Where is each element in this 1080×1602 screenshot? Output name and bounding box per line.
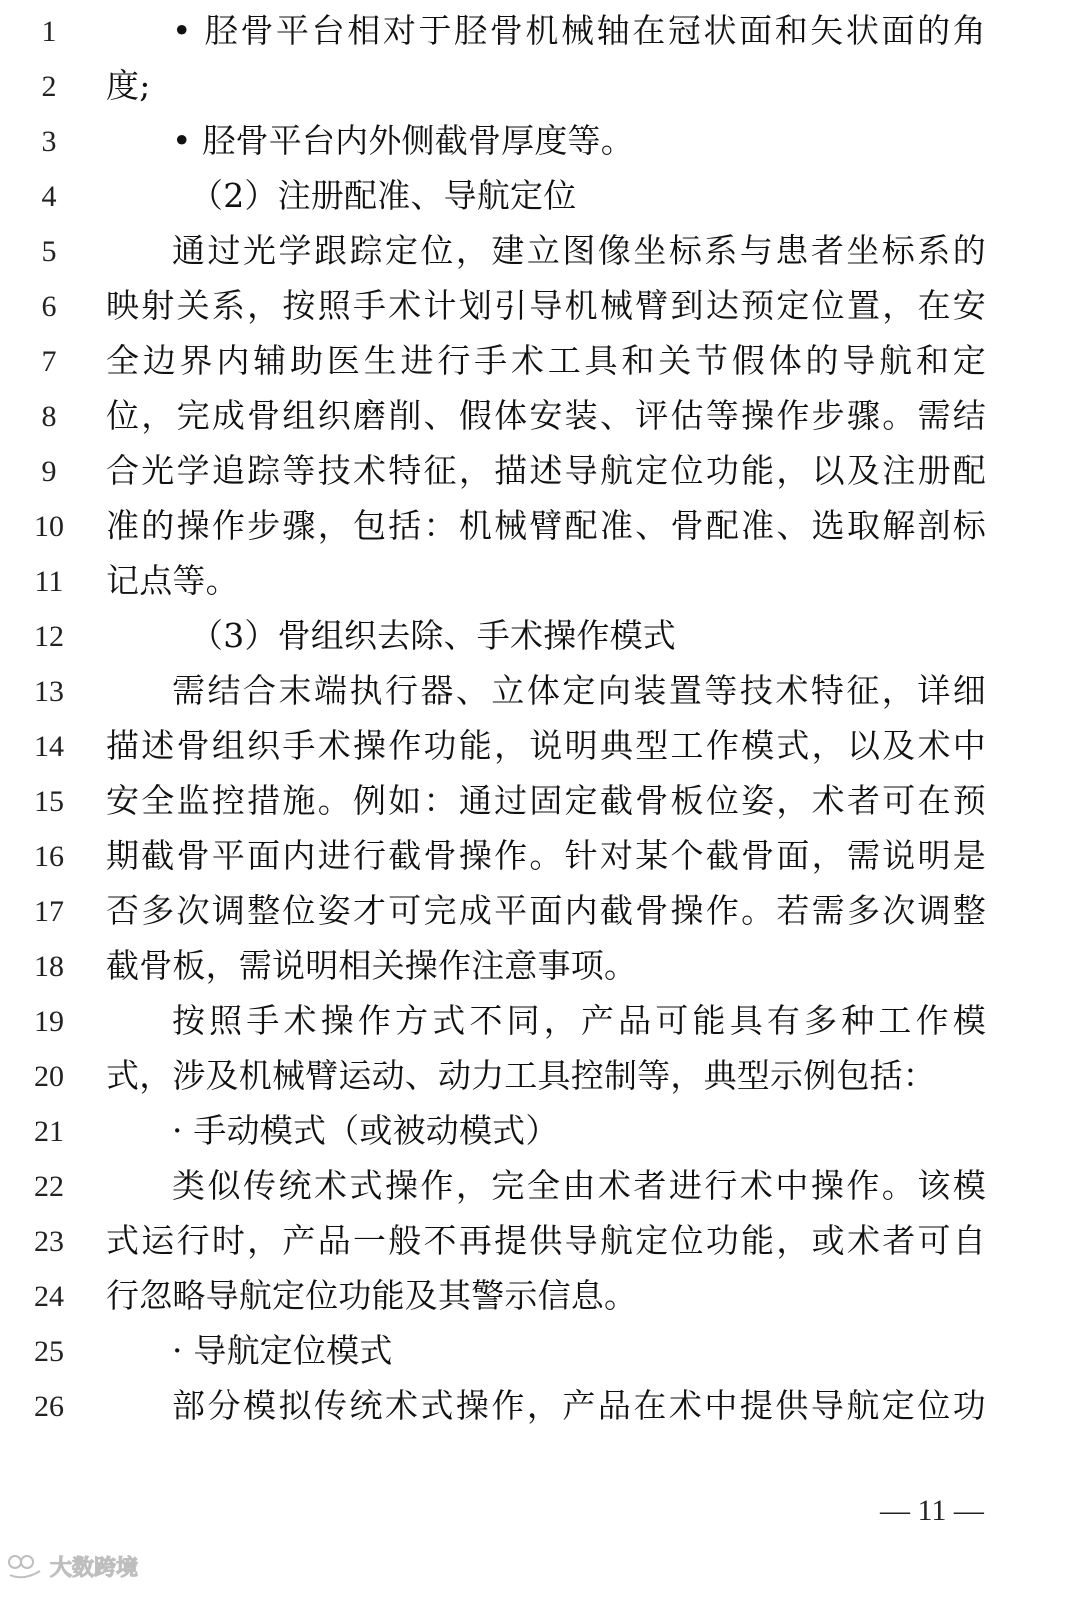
line-text: 截骨板，需说明相关操作注意事项。 bbox=[106, 946, 638, 985]
section-heading: （2）注册配准、导航定位 bbox=[190, 176, 577, 215]
line-number: 10 bbox=[34, 510, 64, 543]
text-line bbox=[0, 554, 1080, 609]
line-number: 18 bbox=[34, 950, 64, 983]
text-line bbox=[0, 1269, 1080, 1324]
text-line bbox=[0, 279, 1080, 334]
line-number: 16 bbox=[34, 840, 64, 873]
line-number: 19 bbox=[34, 1005, 64, 1038]
text-line bbox=[0, 664, 1080, 719]
line-number: 17 bbox=[34, 895, 64, 928]
watermark-text: 大数跨境 bbox=[50, 1555, 139, 1581]
text-line bbox=[0, 829, 1080, 884]
line-text: 否多次调整位姿才可完成平面内截骨操作。若需多次调整 bbox=[106, 891, 986, 930]
text-line bbox=[0, 1214, 1080, 1269]
line-number: 20 bbox=[34, 1060, 64, 1093]
text-line bbox=[0, 499, 1080, 554]
line-text: • 胫骨平台内外侧截骨厚度等。 bbox=[172, 121, 634, 160]
line-number: 21 bbox=[34, 1115, 64, 1148]
text-line bbox=[0, 884, 1080, 939]
line-number: 25 bbox=[34, 1335, 64, 1368]
line-text: 度; bbox=[106, 66, 151, 105]
line-number: 13 bbox=[34, 675, 64, 708]
line-text: 式运行时，产品一般不再提供导航定位功能，或术者可自 bbox=[106, 1221, 986, 1260]
line-number: 2 bbox=[41, 70, 57, 103]
line-number: 5 bbox=[41, 235, 57, 268]
line-text: 映射关系，按照手术计划引导机械臂到达预定位置，在安 bbox=[106, 286, 986, 325]
line-text: 准的操作步骤，包括：机械臂配准、骨配准、选取解剖标 bbox=[106, 506, 986, 545]
line-number: 26 bbox=[34, 1390, 64, 1423]
line-number: 15 bbox=[34, 785, 64, 818]
line-number: 3 bbox=[41, 125, 57, 158]
text-line bbox=[0, 1324, 1080, 1379]
line-text: 类似传统术式操作，完全由术者进行术中操作。该模 bbox=[172, 1166, 986, 1205]
text-line bbox=[0, 169, 1080, 224]
text-line bbox=[0, 224, 1080, 279]
line-text: 记点等。 bbox=[106, 561, 239, 600]
watermark-logo-icon bbox=[6, 1551, 46, 1581]
text-line bbox=[0, 939, 1080, 994]
text-line bbox=[0, 444, 1080, 499]
line-number: 7 bbox=[41, 345, 57, 378]
line-number: 22 bbox=[34, 1170, 64, 1203]
line-number: 8 bbox=[41, 400, 57, 433]
bullet-item: · 导航定位模式 bbox=[172, 1331, 393, 1370]
line-number: 6 bbox=[41, 290, 57, 323]
text-line bbox=[0, 114, 1080, 169]
line-text: 安全监控措施。例如：通过固定截骨板位姿，术者可在预 bbox=[106, 781, 986, 820]
line-text: 全边界内辅助医生进行手术工具和关节假体的导航和定 bbox=[106, 341, 986, 380]
text-line bbox=[0, 994, 1080, 1049]
line-text: 期截骨平面内进行截骨操作。针对某个截骨面，需说明是 bbox=[106, 836, 986, 875]
line-text: • 胫骨平台相对于胫骨机械轴在冠状面和矢状面的角 bbox=[172, 11, 986, 50]
text-line bbox=[0, 609, 1080, 664]
text-line bbox=[0, 59, 1080, 114]
line-number: 4 bbox=[41, 180, 57, 213]
text-line bbox=[0, 389, 1080, 444]
text-line bbox=[0, 334, 1080, 389]
text-line bbox=[0, 1049, 1080, 1104]
line-number: 12 bbox=[34, 620, 64, 653]
watermark bbox=[6, 1546, 138, 1586]
line-number: 9 bbox=[41, 455, 57, 488]
text-line bbox=[0, 774, 1080, 829]
text-line bbox=[0, 1379, 1080, 1434]
line-number: 11 bbox=[34, 565, 64, 598]
text-line bbox=[0, 4, 1080, 59]
page-number: — 11 — bbox=[880, 1494, 984, 1527]
line-text: 按照手术操作方式不同，产品可能具有多种工作模 bbox=[172, 1001, 986, 1040]
line-text: 描述骨组织手术操作功能，说明典型工作模式，以及术中 bbox=[106, 726, 986, 765]
text-line bbox=[0, 719, 1080, 774]
bullet-item: · 手动模式（或被动模式） bbox=[172, 1111, 559, 1150]
line-text: 通过光学跟踪定位，建立图像坐标系与患者坐标系的 bbox=[172, 231, 986, 270]
line-text: 行忽略导航定位功能及其警示信息。 bbox=[106, 1276, 638, 1315]
line-number: 1 bbox=[41, 15, 57, 48]
line-text: 式，涉及机械臂运动、动力工具控制等，典型示例包括： bbox=[106, 1056, 936, 1095]
line-text: 合光学追踪等技术特征，描述导航定位功能，以及注册配 bbox=[106, 451, 986, 490]
line-number: 24 bbox=[34, 1280, 64, 1313]
line-text: 位，完成骨组织磨削、假体安装、评估等操作步骤。需结 bbox=[106, 396, 986, 435]
text-line bbox=[0, 1159, 1080, 1214]
section-heading: （3）骨组织去除、手术操作模式 bbox=[190, 616, 676, 655]
line-text: 部分模拟传统术式操作，产品在术中提供导航定位功 bbox=[172, 1386, 986, 1425]
line-text: 需结合末端执行器、立体定向装置等技术特征，详细 bbox=[172, 671, 986, 710]
line-number: 23 bbox=[34, 1225, 64, 1258]
line-number: 14 bbox=[34, 730, 64, 763]
text-line bbox=[0, 1104, 1080, 1159]
